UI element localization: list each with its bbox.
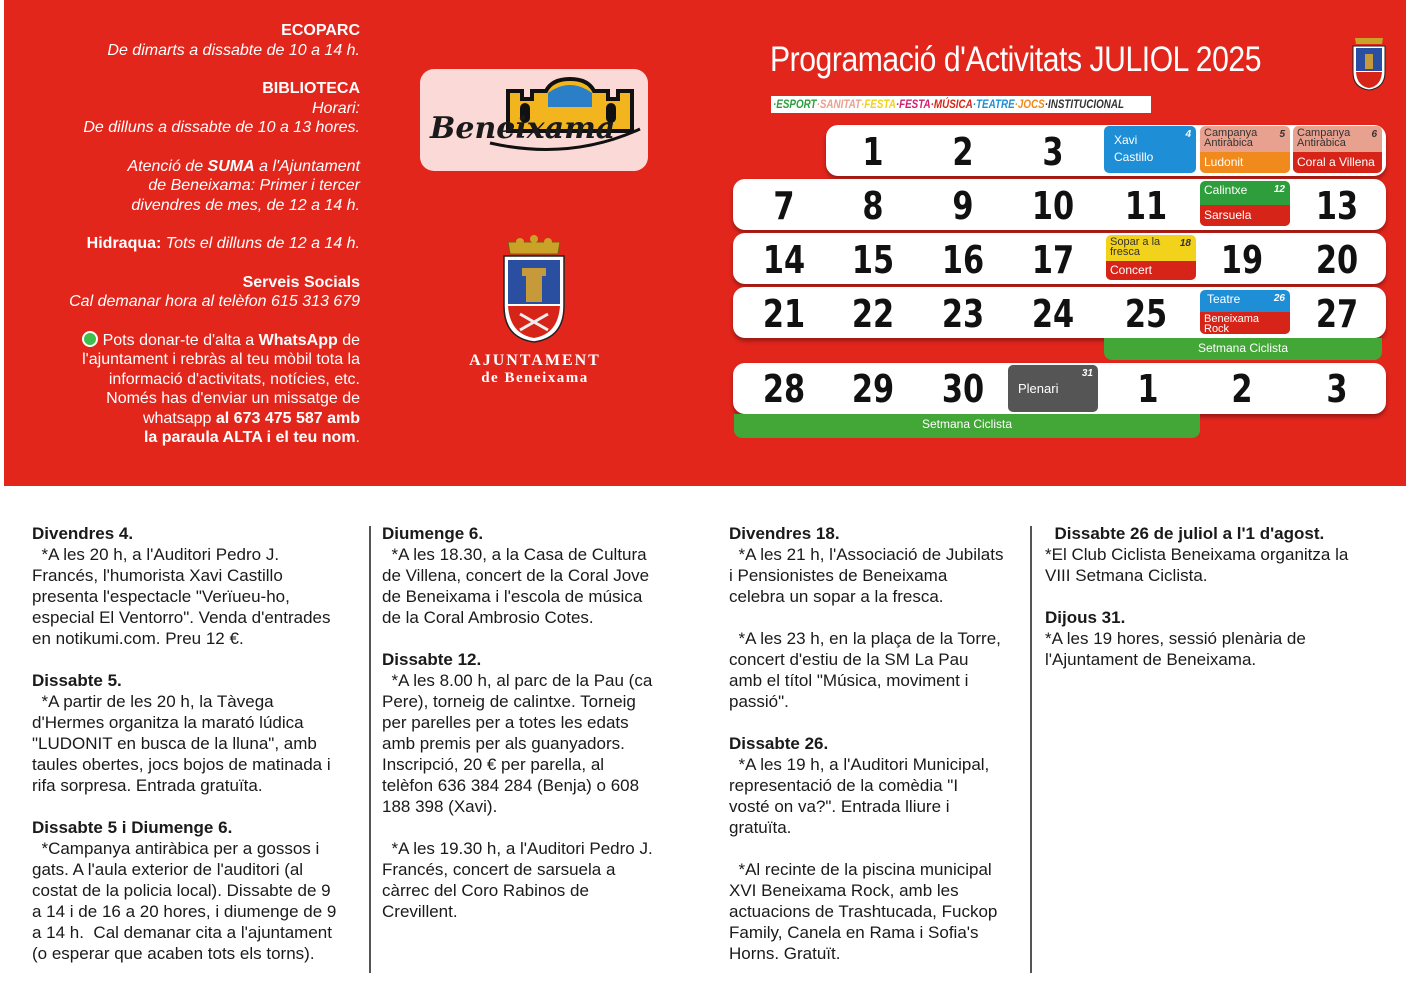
day-29: 29 (851, 367, 895, 411)
event-date-heading: Dijous 31. (1045, 608, 1126, 627)
biblioteca-title: BIBLIOTECA (262, 80, 360, 97)
ecoparc-hours: De dimarts a dissabte de 10 a 14 h. (107, 41, 360, 59)
whatsapp-icon (82, 331, 98, 347)
biblioteca-hours: De dilluns a dissabte de 10 a 13 hores. (83, 119, 360, 136)
whatsapp-line-1: Pots donar-te d'alta a WhatsApp de (69, 331, 360, 351)
day-aug-2: 2 (1231, 367, 1253, 411)
hidraqua-line: Hidraqua: Tots el dilluns de 12 a 14 h. (86, 235, 360, 252)
setmana-ciclista-bar-2: Setmana Ciclista (734, 414, 1200, 438)
legend-item-institucional: ·INSTITUCIONAL (1044, 97, 1124, 111)
event-31-label: Plenari (1018, 381, 1059, 396)
event-description: *Campanya antiràbica per a gossos i gats. A l'aula exterior de l'auditori (al costat de la policia local). Dissabte de 9 a 14 i de 16 a 20 hores, i diumenge de 9 a 14 h. Cal demanar cita a l'ajuntament (o esperar que acaben tots els torns). (32, 839, 337, 963)
legend-item-sanitat: ·SANITAT (816, 97, 862, 111)
column-1 (32, 523, 362, 964)
info-block (69, 21, 360, 448)
event-5 (1200, 126, 1290, 173)
column-divider-2 (1030, 526, 1032, 973)
legend-item-música: ·MÚSICA (930, 97, 973, 111)
coat-of-arms-small-icon (1351, 34, 1387, 92)
event-12-top: Calintxe (1204, 183, 1248, 197)
event-date-heading: Dissabte 26. (729, 734, 829, 753)
suma-line-1: Atenció de SUMA a l'Ajuntament (127, 157, 360, 175)
day-16: 16 (941, 238, 985, 282)
serveis-phone: Cal demanar hora al telèfon 615 313 679 (69, 293, 360, 310)
day-2: 2 (952, 130, 974, 174)
event-4-number: 4 (1185, 129, 1191, 140)
event-description: *A partir de les 20 h, la Tàvega d'Hermes organitza la marató lúdica "LUDONIT en busca de la lluna", amb taules obertes, jocs bojos de matinada i rifa sorpresa. Entrada gratuïta. (32, 692, 331, 795)
day-20: 20 (1315, 238, 1359, 282)
whatsapp-line-5: whatsapp al 673 475 587 amb (142, 409, 360, 427)
event-date-heading: Divendres 4. (32, 524, 134, 543)
day-19: 19 (1220, 238, 1264, 282)
event-18-number: 18 (1179, 238, 1191, 249)
event-date-heading: Divendres 18. (729, 524, 840, 543)
day-28: 28 (762, 367, 806, 411)
event-5-top: Campanya Antiràbica (1204, 127, 1258, 149)
ajuntament-line-2: de Beneixama (481, 370, 589, 386)
event-26-top: Teatre (1207, 292, 1241, 306)
logo-text: Beneixama (430, 111, 616, 146)
event-5-bottom: Ludonit (1200, 152, 1290, 173)
event-date-heading: Dissabte 5. (32, 671, 122, 690)
day-14: 14 (762, 238, 806, 282)
event-12-number: 12 (1273, 184, 1285, 195)
event-date-heading: Diumenge 6. (382, 524, 484, 543)
legend-item-festa: ·FESTA (895, 97, 931, 111)
event-26-bottom: Beneixama Rock (1200, 312, 1290, 334)
event-6-top: Campanya Antiràbica (1297, 127, 1351, 149)
event-description: *El Club Ciclista Beneixama organitza la VIII Setmana Ciclista. (1045, 545, 1349, 585)
event-5-number: 5 (1279, 129, 1285, 140)
day-15: 15 (851, 238, 895, 282)
day-30: 30 (941, 367, 985, 411)
day-13: 13 (1315, 184, 1359, 228)
ajuntament-line-1: AJUNTAMENT (469, 352, 601, 369)
column-4 (1045, 523, 1390, 670)
day-aug-3: 3 (1326, 367, 1348, 411)
beneixama-logo (420, 69, 648, 171)
biblioteca-label: Horari: (311, 99, 360, 117)
event-description: *A les 18.30, a la Casa de Cultura de Villena, concert de la Coral Jove de Beneixama i l'escola de música de la Coral Ambrosio Cotes. (382, 545, 650, 627)
coat-of-arms-icon (500, 234, 568, 344)
event-26-number: 26 (1273, 293, 1285, 304)
day-7: 7 (773, 184, 795, 228)
event-31-plenari (1008, 365, 1098, 412)
day-24: 24 (1031, 292, 1075, 336)
event-31-number: 31 (1081, 368, 1093, 379)
event-6-number: 6 (1371, 129, 1377, 140)
event-18-top: Sopar a la fresca (1110, 236, 1161, 258)
legend-items (773, 96, 1124, 113)
day-9: 9 (952, 184, 974, 228)
whatsapp-line-3: informació d'activitats, notícies, etc. (108, 370, 360, 388)
event-18-bottom: Concert (1106, 261, 1196, 280)
event-description: *A les 19 hores, sessió plenària de l'Ajuntament de Beneixama. (1045, 629, 1306, 669)
day-1: 1 (862, 130, 884, 174)
setmana-ciclista-bar-1: Setmana Ciclista (1104, 338, 1382, 360)
event-date-heading: Dissabte 26 de juliol a l'1 d'agost. (1045, 524, 1325, 543)
day-17: 17 (1031, 238, 1075, 282)
page-title: Programació d'Activitats JULIOL 2025 (770, 40, 1262, 79)
ajuntament-label (440, 352, 630, 387)
event-12 (1200, 181, 1290, 226)
day-22: 22 (851, 292, 895, 336)
legend-item-festa: ·FESTA (861, 97, 896, 111)
event-6-bottom: Coral a Villena (1293, 152, 1382, 173)
day-21: 21 (762, 292, 806, 336)
day-11: 11 (1124, 184, 1168, 228)
day-23: 23 (941, 292, 985, 336)
day-25: 25 (1124, 292, 1168, 336)
legend-item-esport: ·ESPORT (773, 97, 817, 111)
day-10: 10 (1031, 184, 1075, 228)
event-description: *A les 8.00 h, al parc de la Pau (ca Pere), torneig de calintxe. Torneig per parelles per a totes les edats amb premis per als guanyadors. Inscripció, 20 € per parella, al telèfon 636 384 284 (Benja) o 608 188 398 (Xavi). *A les 19.30 h, a l'Auditori Pedro J. Francés, concert de sarsuela a càrrec del Coro Rabinos de Crevillent. (382, 671, 653, 921)
column-2 (382, 523, 682, 922)
day-27: 27 (1315, 292, 1359, 336)
event-12-bottom: Sarsuela (1200, 205, 1290, 226)
event-6 (1293, 126, 1382, 173)
suma-line-3: divendres de mes, de 12 a 14 h. (131, 196, 360, 214)
event-4-label: Xavi Castillo (1114, 133, 1154, 164)
event-date-heading: Dissabte 5 i Diumenge 6. (32, 818, 233, 837)
column-3 (729, 523, 1029, 964)
event-26 (1200, 290, 1290, 334)
event-18 (1106, 235, 1196, 280)
legend-item-teatre: ·TEATRE (972, 97, 1015, 111)
day-3: 3 (1042, 130, 1064, 174)
event-4-xavi-castillo (1104, 126, 1196, 173)
whatsapp-line-2: l'ajuntament i rebràs al teu mòbil tota la (82, 351, 360, 368)
event-description: *A les 21 h, l'Associació de Jubilats i Pensionistes de Beneixama celebra un sopar a la fresca. *A les 23 h, en la plaça de la Torre, concert d'estiu de la SM La Pau amb el títol "Música, moviment i passió". (729, 545, 1004, 711)
column-divider-1 (369, 526, 371, 973)
event-description: *A les 19 h, a l'Auditori Municipal, representació de la comèdia "I vosté on va?". Entrada lliure i gratuïta. *Al recinte de la piscina municipal XVI Beneixama Rock, amb les actuacions de Trashtucada, Fuckop Family, Canela en Rama i Sofia's Horns. Gratuït. (729, 755, 998, 963)
legend-item-jocs: ·JOCS (1014, 97, 1045, 111)
event-description: *A les 20 h, a l'Auditori Pedro J. Francés, l'humorista Xavi Castillo presenta l'espectacle "Verïueu-ho, especial El Ventorro". Venda d'entrades en notikumi.com. Preu 12 €. (32, 545, 331, 648)
ecoparc-title: ECOPARC (281, 22, 360, 39)
event-date-heading: Dissabte 12. (382, 650, 482, 669)
day-aug-1: 1 (1137, 367, 1159, 411)
whatsapp-line-4: Només has d'enviar un missatge de (106, 390, 360, 407)
category-legend (771, 96, 1151, 113)
day-8: 8 (862, 184, 884, 228)
serveis-title: Serveis Socials (242, 273, 360, 291)
whatsapp-line-6: la paraula ALTA i el teu nom. (143, 429, 360, 446)
suma-line-2: de Beneixama: Primer i tercer (148, 177, 360, 194)
